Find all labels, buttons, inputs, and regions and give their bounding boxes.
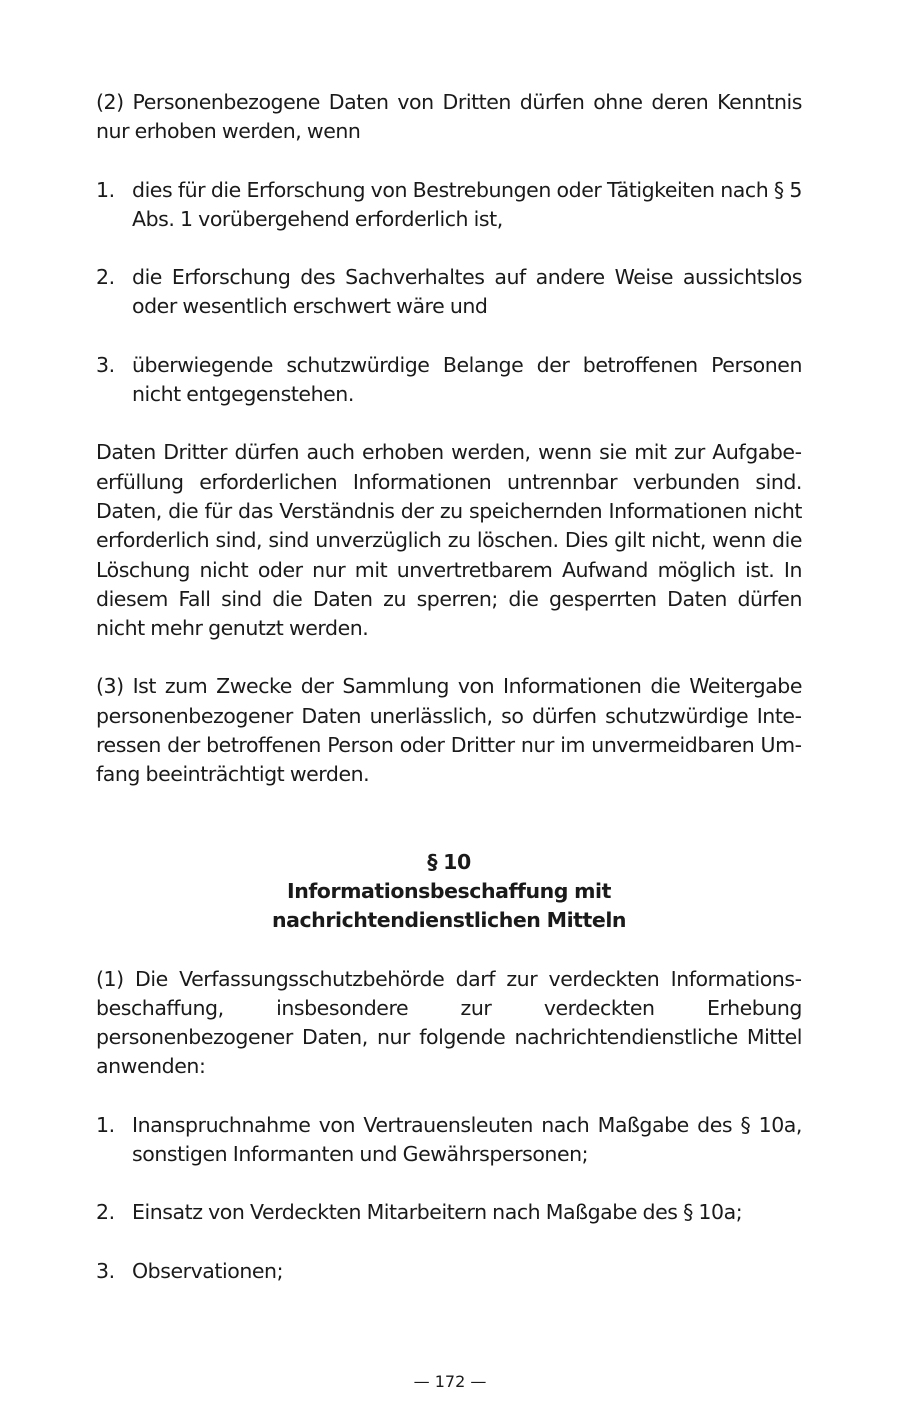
section-heading	[96, 848, 802, 936]
list-item-text: die Erforschung des Sachverhaltes auf andere Weise aussichtslos oder wesentlich erschwert wäre und	[132, 265, 802, 319]
list-item-text: dies für die Erforschung von Bestrebungen oder Tätigkeiten nach § 5 Abs. 1 vorübergehend erforderlich ist,	[132, 177, 802, 231]
paragraph-3: (3) Ist zum Zwecke der Sammlung von Informationen die Weitergabe personenbezogener Daten unerlässlich, so dürfen schutzwürdige Interessen der betroffenen Person oder Dritter nur im unvermeidbaren Umfang beeinträchtigt werden.	[96, 674, 802, 787]
paragraph-third-party-data: Daten Dritter dürfen auch erhoben werden, wenn sie mit zur Aufgabeerfüllung erforderlichen Informationen untrennbar verbunden sind. Daten, die für das Verständnis der zu speichernden Informationen nicht erforderlich sind, sind unverzüglich zu löschen. Dies gilt nicht, wenn die Löschung nicht oder nur mit unvertretbarem Aufwand möglich ist. In diesem Fall sind die Daten zu sperren; die gesperrten Daten dürfen nicht mehr genutzt werden.	[96, 440, 802, 641]
document-page	[96, 88, 802, 1286]
list-item	[96, 1198, 802, 1227]
list-item-text: Inanspruchnahme von Vertrauensleuten nach Maßgabe des § 10a, sonstigen Informanten und Gewährspersonen;	[132, 1112, 802, 1167]
page-number: — 172 —	[413, 1372, 487, 1391]
list-item-number: 3.	[96, 352, 115, 377]
section-title-line-2: nachrichtendienstlichen Mitteln	[271, 908, 627, 933]
list-item	[96, 351, 802, 410]
list-item	[96, 1111, 802, 1170]
list-item	[96, 263, 802, 322]
list-item-number: 1.	[96, 1112, 115, 1137]
list-item-text: Observationen;	[132, 1258, 284, 1283]
list-item-text: überwiegende schutzwürdige Belange der betroffenen Personen nicht entgegenstehen.	[132, 352, 802, 407]
means-list	[96, 1111, 802, 1286]
list-item-number: 2.	[96, 1200, 115, 1225]
section-title-line-1: Informationsbeschaffung mit	[287, 878, 611, 903]
list-item-number: 2.	[96, 265, 115, 290]
list-item-number: 3.	[96, 1258, 115, 1283]
list-item-text: Einsatz von Verdeckten Mitarbeitern nach Maßgabe des § 10a;	[132, 1200, 743, 1225]
list-item-number: 1.	[96, 177, 115, 202]
section-number: § 10	[427, 849, 471, 874]
paragraph-2-intro: (2) Personenbezogene Daten von Dritten dürfen ohne deren Kenntnis nur erhoben werden, wenn	[96, 90, 802, 144]
list-item	[96, 1257, 802, 1286]
list-item	[96, 176, 802, 235]
conditions-list	[96, 176, 802, 410]
paragraph-10-1: (1) Die Verfassungsschutzbehörde darf zur verdeckten Informationsbeschaffung, insbesondere zur verdeckten Erhebung personenbezogener Daten, nur folgende nachrichtendienstliche Mittel anwenden:	[96, 966, 802, 1079]
